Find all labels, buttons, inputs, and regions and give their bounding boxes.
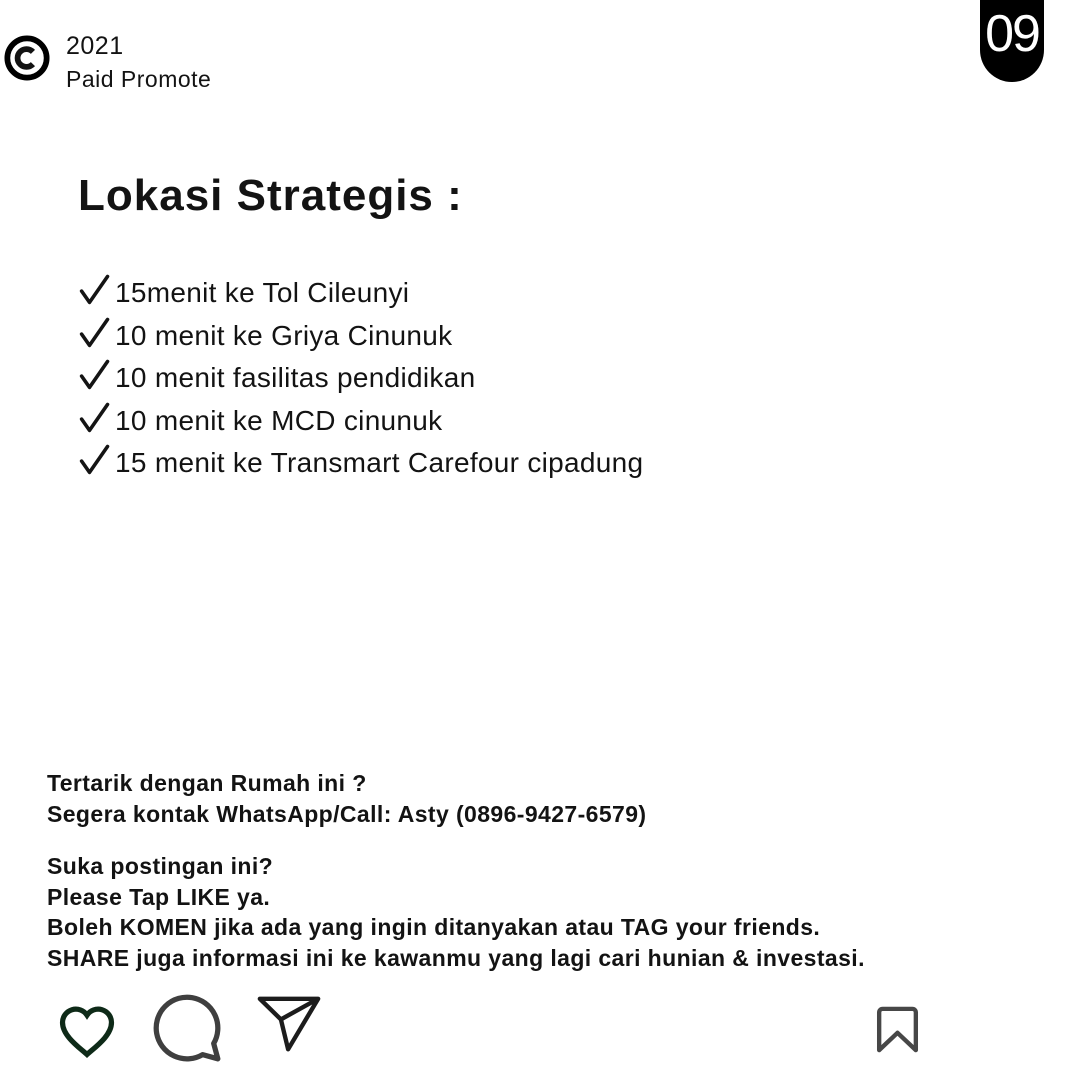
copyright-icon xyxy=(4,35,50,81)
checkmark-icon xyxy=(76,442,112,478)
checklist-item-label: 10 menit ke MCD cinunuk xyxy=(115,404,443,436)
checkmark-icon xyxy=(76,315,112,351)
comment-icon[interactable] xyxy=(150,990,224,1071)
engagement-line: Please Tap LIKE ya. xyxy=(47,883,271,910)
page-title: Lokasi Strategis : xyxy=(78,171,463,220)
header-year: 2021 xyxy=(66,32,124,60)
checklist-item-label: 15 menit ke Transmart Carefour cipadung xyxy=(115,447,644,479)
copyright-ring xyxy=(7,38,46,77)
bookmark-icon[interactable] xyxy=(870,998,925,1066)
paper-plane-icon[interactable] xyxy=(254,989,324,1066)
checklist-item-label: 10 menit ke Griya Cinunuk xyxy=(115,319,453,351)
heart-icon[interactable] xyxy=(52,997,122,1068)
engagement-line: Boleh KOMEN jika ada yang ingin ditanyakan atau TAG your friends. xyxy=(47,914,821,940)
header-label: Paid Promote xyxy=(66,66,212,92)
engagement-line: SHARE juga informasi ini ke kawanmu yang lagi cari hunian & investasi. xyxy=(47,944,865,971)
header xyxy=(66,30,211,96)
copyright-c xyxy=(18,49,33,67)
checkmark-icon xyxy=(76,272,112,308)
contact-info: Segera kontak WhatsApp/Call: Asty (0896-9427-6579) xyxy=(47,801,647,827)
checklist-item-label: 10 menit fasilitas pendidikan xyxy=(115,362,476,394)
checklist-item-label: 15menit ke Tol Cileunyi xyxy=(115,277,410,309)
checkmark-icon xyxy=(76,400,112,436)
checklist xyxy=(76,272,643,485)
engagement-block xyxy=(47,851,865,973)
engagement-line: Suka postingan ini? xyxy=(47,853,274,879)
checklist-item xyxy=(76,357,643,400)
contact-question: Tertarik dengan Rumah ini ? xyxy=(47,770,367,796)
contact-block xyxy=(47,768,646,830)
checklist-item xyxy=(76,442,643,485)
checklist-item xyxy=(76,272,643,315)
checkmark-icon xyxy=(76,357,112,393)
page-number-badge xyxy=(980,0,1044,82)
page-number: 09 xyxy=(985,5,1039,63)
checklist-item xyxy=(76,315,643,358)
checklist-item xyxy=(76,400,643,443)
